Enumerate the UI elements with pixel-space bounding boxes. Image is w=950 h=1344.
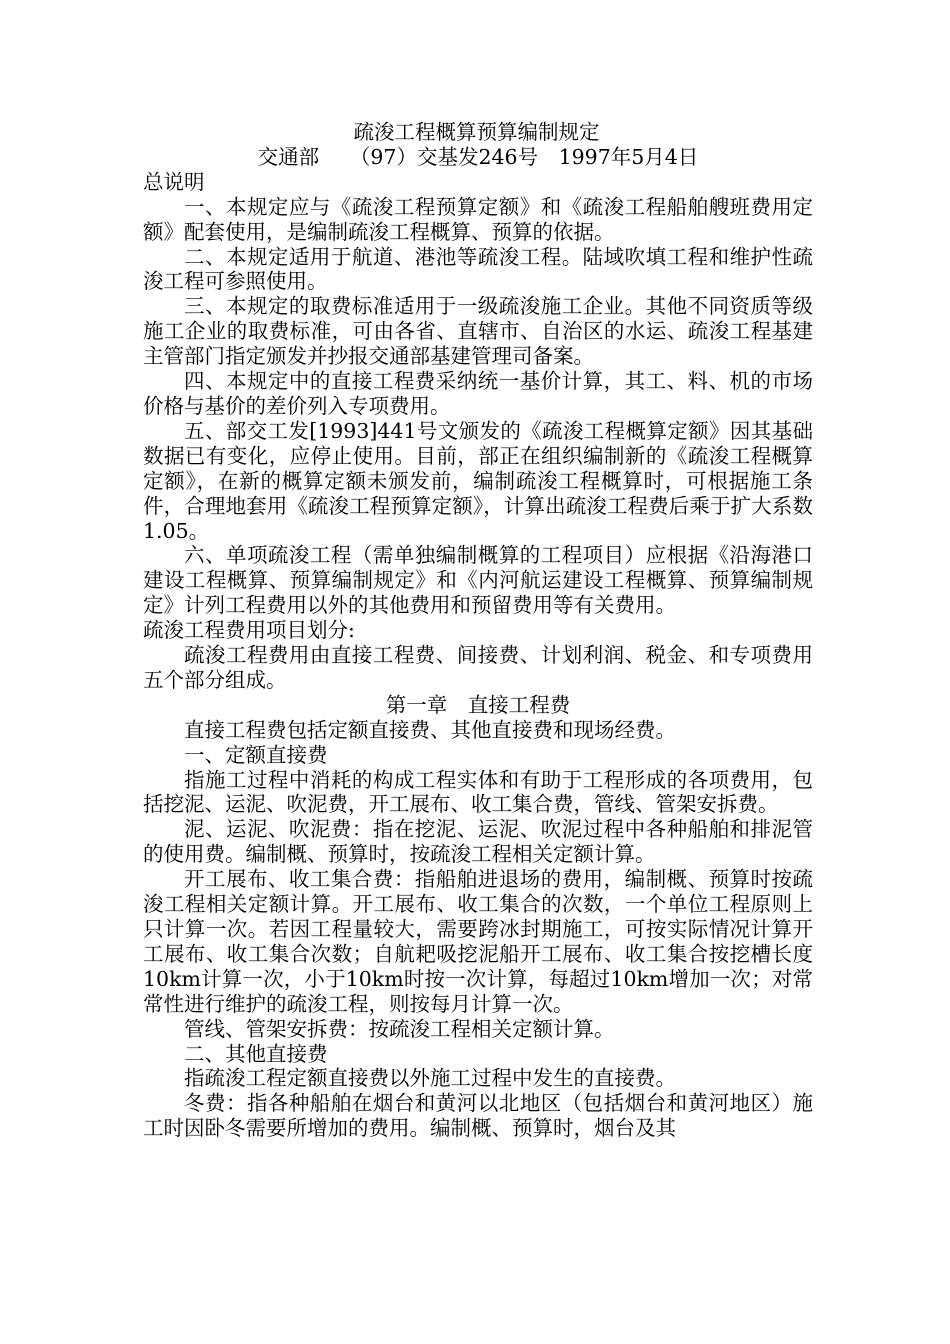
chapter-intro: 直接工程费包括定额直接费、其他直接费和现场经费。 (184, 717, 676, 742)
general-item-3: 三、本规定的取费标准适用于一级疏浚施工企业。其他不同资质等级施工企业的取费标准，可由各省、直辖市、自治区的水运、疏浚工程基建主管部门指定颁发并抄报交通部基建管理司备案。 (143, 294, 813, 369)
division-text: 疏浚工程费用由直接工程费、间接费、计划利润、税金、和专项费用五个部分组成。 (143, 643, 813, 692)
general-item-6: 六、单项疏浚工程（需单独编制概算的工程项目）应根据《沿海港口建设工程概算、预算编制规定》和《内河航运建设工程概算、预算编制规定》计列工程费用以外的其他费用和预留费用等有关费用。 (143, 543, 813, 618)
section1-text: 指施工过程中消耗的构成工程实体和有助于工程形成的各项费用，包括挖泥、运泥、吹泥费，开工展布、收工集合费，管线、管架安拆费。 (143, 767, 813, 817)
section2-item-1: 冬费：指各种船舶在烟台和黄河以北地区（包括烟台和黄河地区）施工时因卧冬需要所增加的费用。编制概、预算时，烟台及其 (143, 1091, 813, 1141)
division-heading: 疏浚工程费用项目划分: (143, 618, 355, 643)
section1-item-2: 开工展布、收工集合费：指船舶进退场的费用，编制概、预算时按疏浚工程相关定额计算。开工展布、收工集合的次数，一个单位工程原则上只计算一次。若因工程量较大，需要跨冰封期施工，可按实际情况计算开工展布、收工集合次数；自航耙吸挖泥船开工展布、收工集合按挖槽长度10km计算一次，小于10km时按一次计算，每超过10km增加一次；对常常性进行维护的疏浚工程，则按每月计算一次。 (143, 867, 813, 1016)
general-item-4: 四、本规定中的直接工程费采纳统一基价计算，其工、料、机的市场价格与基价的差价列入专项费用。 (143, 369, 813, 418)
section1-heading: 一、定额直接费 (184, 742, 328, 767)
section2-heading: 二、其他直接费 (184, 1041, 328, 1066)
general-item-2: 二、本规定适用于航道、港池等疏浚工程。陆域吹填工程和维护性疏浚工程可参照使用。 (143, 244, 813, 294)
section1-item-3: 管线、管架安拆费：按疏浚工程相关定额计算。 (184, 1016, 615, 1041)
general-item-1: 一、本规定应与《疏浚工程预算定额》和《疏浚工程船舶艘班费用定额》配套使用，是编制疏浚工程概算、预算的依据。 (143, 194, 813, 244)
document-title: 疏浚工程概算预算编制规定 (353, 120, 600, 144)
section2-text: 指疏浚工程定额直接费以外施工过程中发生的直接费。 (184, 1066, 676, 1091)
document-body (143, 120, 813, 1141)
chapter-title: 第一章 直接工程费 (385, 692, 571, 717)
general-item-5: 五、部交工发[1993]441号文颁发的《疏浚工程概算定额》因其基础数据已有变化，应停止使用。目前，部正在组织编制新的《疏浚工程概算定额》，在新的概算定额未颁发前，编制疏浚工程概算时，可根据施工条件，合理地套用《疏浚工程预算定额》，计算出疏浚工程费后乘于扩大系数1.05。 (143, 418, 813, 543)
section1-item-1: 泥、运泥、吹泥费：指在挖泥、运泥、吹泥过程中各种船舶和排泥管的使用费。编制概、预算时，按疏浚工程相关定额计算。 (143, 817, 813, 867)
general-heading: 总说明 (143, 169, 205, 194)
issuer-line: 交通部 （97）交基发246号 1997年5月4日 (257, 144, 699, 169)
